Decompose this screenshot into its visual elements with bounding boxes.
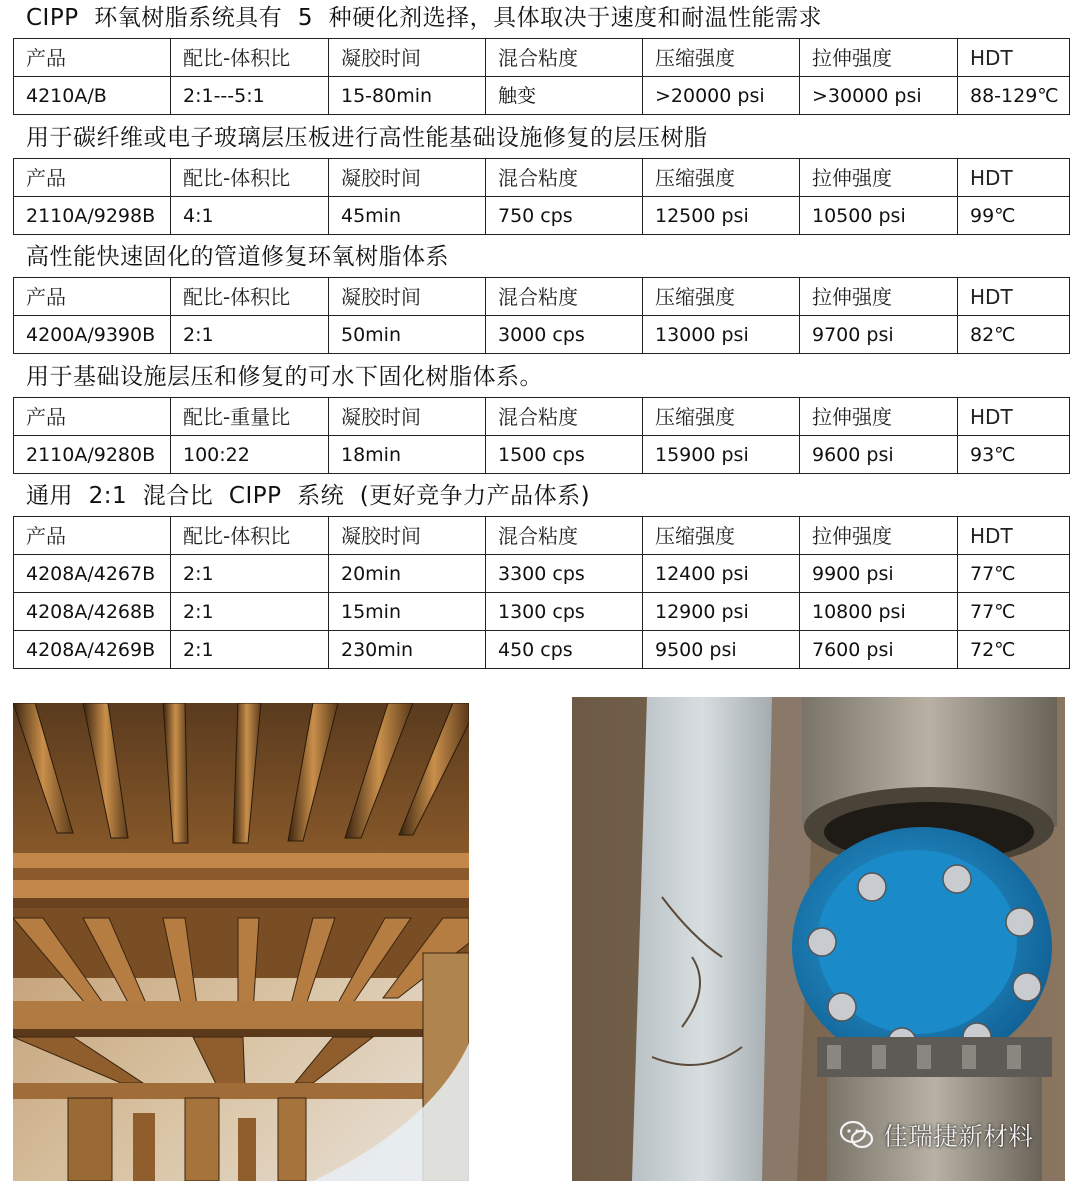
pipe-coupling-trench-photo (572, 697, 1065, 1181)
cell-hdt: 93℃ (958, 436, 1070, 474)
header-gel-time: 凝胶时间 (329, 159, 486, 197)
cell-mix-viscosity: 1300 cps (486, 593, 643, 631)
cell-tensile-strength: 10500 psi (800, 197, 958, 235)
header-gel-time: 凝胶时间 (329, 517, 486, 555)
section-title-2: 用于碳纤维或电子玻璃层压板进行高性能基础设施修复的层压树脂 (26, 125, 708, 151)
cell-ratio: 2:1 (171, 593, 329, 631)
cell-hdt: 99℃ (958, 197, 1070, 235)
cell-product: 2110A/9280B (14, 436, 171, 474)
header-product: 产品 (14, 39, 171, 77)
table-row (14, 77, 1070, 115)
header-gel-time: 凝胶时间 (329, 39, 486, 77)
cell-tensile-strength: 10800 psi (800, 593, 958, 631)
cell-compressive-strength: >20000 psi (643, 77, 800, 115)
cell-mix-viscosity: 3300 cps (486, 555, 643, 593)
header-ratio: 配比-体积比 (171, 517, 329, 555)
cell-product: 4208A/4267B (14, 555, 171, 593)
header-tensile-strength: 拉伸强度 (800, 39, 958, 77)
watermark-text: 佳瑞捷新材料 (882, 1122, 1033, 1151)
cell-gel-time: 15-80min (329, 77, 486, 115)
cell-mix-viscosity: 450 cps (486, 631, 643, 669)
table-row (14, 593, 1070, 631)
header-tensile-strength: 拉伸强度 (800, 398, 958, 436)
header-mix-viscosity: 混合粘度 (486, 278, 643, 316)
header-compressive-strength: 压缩强度 (643, 278, 800, 316)
header-mix-viscosity: 混合粘度 (486, 398, 643, 436)
cell-tensile-strength: 9900 psi (800, 555, 958, 593)
cell-compressive-strength: 13000 psi (643, 316, 800, 354)
cell-ratio: 2:1 (171, 631, 329, 669)
table-header-row (14, 398, 1070, 436)
header-product: 产品 (14, 159, 171, 197)
cell-gel-time: 15min (329, 593, 486, 631)
cell-hdt: 88-129℃ (958, 77, 1070, 115)
cell-hdt: 77℃ (958, 555, 1070, 593)
cell-compressive-strength: 12900 psi (643, 593, 800, 631)
header-tensile-strength: 拉伸强度 (800, 159, 958, 197)
section-title-3: 高性能快速固化的管道修复环氧树脂体系 (26, 244, 449, 270)
section-title-1: CIPP 环氧树脂系统具有 5 种硬化剂选择，具体取决于速度和耐温性能需求 (26, 5, 823, 31)
cell-mix-viscosity: 触变 (486, 77, 643, 115)
cell-product: 2110A/9298B (14, 197, 171, 235)
cell-product: 4208A/4269B (14, 631, 171, 669)
cell-tensile-strength: 9600 psi (800, 436, 958, 474)
header-ratio: 配比-体积比 (171, 278, 329, 316)
header-ratio: 配比-体积比 (171, 39, 329, 77)
cell-gel-time: 20min (329, 555, 486, 593)
header-product: 产品 (14, 278, 171, 316)
cell-ratio: 100:22 (171, 436, 329, 474)
spec-table-2 (13, 158, 1070, 235)
table-header-row (14, 39, 1070, 77)
header-compressive-strength: 压缩强度 (643, 517, 800, 555)
table-row (14, 197, 1070, 235)
cell-product: 4210A/B (14, 77, 171, 115)
header-tensile-strength: 拉伸强度 (800, 278, 958, 316)
table-row (14, 316, 1070, 354)
cell-compressive-strength: 12400 psi (643, 555, 800, 593)
cell-ratio: 2:1---5:1 (171, 77, 329, 115)
cell-gel-time: 230min (329, 631, 486, 669)
header-ratio: 配比-重量比 (171, 398, 329, 436)
header-product: 产品 (14, 517, 171, 555)
table-row (14, 631, 1070, 669)
table-header-row (14, 517, 1070, 555)
header-hdt: HDT (958, 517, 1070, 555)
bridge-underside-photo (13, 703, 469, 1181)
table-header-row (14, 159, 1070, 197)
header-mix-viscosity: 混合粘度 (486, 159, 643, 197)
cell-tensile-strength: 9700 psi (800, 316, 958, 354)
table-row (14, 436, 1070, 474)
table-row (14, 555, 1070, 593)
header-compressive-strength: 压缩强度 (643, 398, 800, 436)
header-mix-viscosity: 混合粘度 (486, 517, 643, 555)
section-title-5: 通用 2:1 混合比 CIPP 系统 (更好竞争力产品体系) (26, 483, 591, 509)
spec-table-4 (13, 397, 1070, 474)
header-gel-time: 凝胶时间 (329, 278, 486, 316)
header-mix-viscosity: 混合粘度 (486, 39, 643, 77)
cell-mix-viscosity: 3000 cps (486, 316, 643, 354)
header-compressive-strength: 压缩强度 (643, 159, 800, 197)
cell-ratio: 4:1 (171, 197, 329, 235)
header-hdt: HDT (958, 39, 1070, 77)
cell-hdt: 82℃ (958, 316, 1070, 354)
header-compressive-strength: 压缩强度 (643, 39, 800, 77)
table-header-row (14, 278, 1070, 316)
header-hdt: HDT (958, 278, 1070, 316)
watermark (839, 1117, 1033, 1153)
header-hdt: HDT (958, 159, 1070, 197)
wechat-icon (839, 1120, 875, 1150)
cell-compressive-strength: 15900 psi (643, 436, 800, 474)
header-tensile-strength: 拉伸强度 (800, 517, 958, 555)
cell-compressive-strength: 9500 psi (643, 631, 800, 669)
cell-gel-time: 45min (329, 197, 486, 235)
cell-hdt: 72℃ (958, 631, 1070, 669)
spec-table-5 (13, 516, 1070, 669)
cell-mix-viscosity: 750 cps (486, 197, 643, 235)
cell-ratio: 2:1 (171, 316, 329, 354)
header-hdt: HDT (958, 398, 1070, 436)
header-gel-time: 凝胶时间 (329, 398, 486, 436)
header-ratio: 配比-体积比 (171, 159, 329, 197)
cell-mix-viscosity: 1500 cps (486, 436, 643, 474)
cell-tensile-strength: 7600 psi (800, 631, 958, 669)
cell-hdt: 77℃ (958, 593, 1070, 631)
section-title-4: 用于基础设施层压和修复的可水下固化树脂体系。 (26, 364, 543, 390)
header-product: 产品 (14, 398, 171, 436)
cell-gel-time: 50min (329, 316, 486, 354)
cell-ratio: 2:1 (171, 555, 329, 593)
cell-product: 4200A/9390B (14, 316, 171, 354)
cell-compressive-strength: 12500 psi (643, 197, 800, 235)
cell-gel-time: 18min (329, 436, 486, 474)
spec-table-3 (13, 277, 1070, 354)
spec-table-1 (13, 38, 1070, 115)
cell-product: 4208A/4268B (14, 593, 171, 631)
cell-tensile-strength: >30000 psi (800, 77, 958, 115)
